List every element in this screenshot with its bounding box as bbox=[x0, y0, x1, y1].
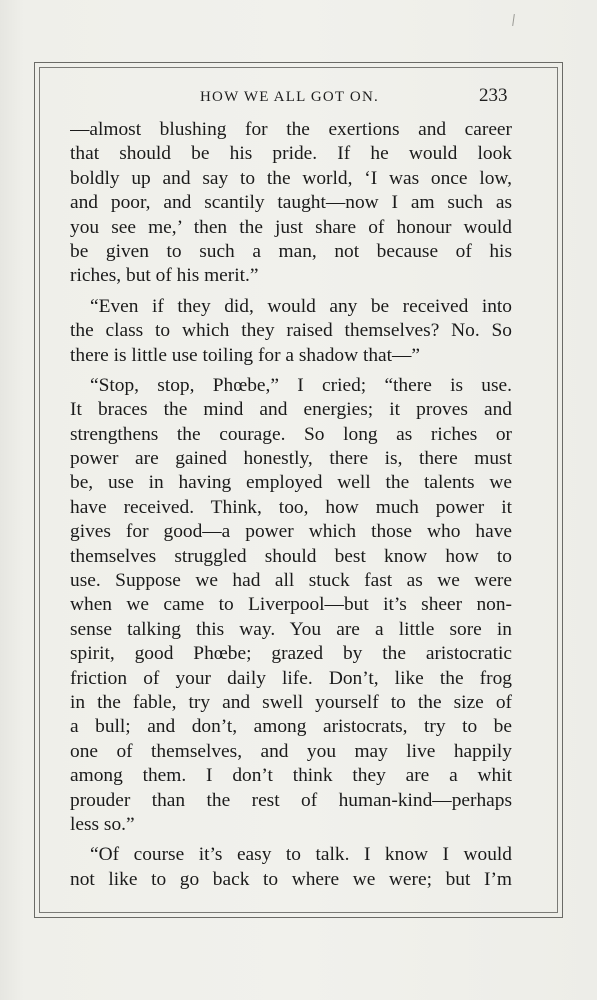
body-text bbox=[70, 118, 512, 892]
text-line: a bull; and don’t, among aristocrats, try to be bbox=[70, 716, 512, 738]
text-line: you see me,’ then the just share of honour would bbox=[70, 216, 512, 238]
text-line: be, use in having employed well the talents we bbox=[70, 472, 512, 494]
text-line: “Stop, stop, Phœbe,” I cried; “there is use. bbox=[90, 374, 512, 396]
text-line: boldly up and say to the world, ‘I was once low, bbox=[70, 167, 512, 189]
text-line: and poor, and scantily taught—now I am such as bbox=[70, 192, 512, 214]
text-line: one of themselves, and you may live happily bbox=[70, 740, 512, 762]
text-line: there is little use toiling for a shadow that—” bbox=[70, 344, 421, 366]
page-number: 233 bbox=[479, 85, 508, 106]
margin-mark bbox=[512, 14, 515, 26]
text-line: “Even if they did, would any be received into bbox=[90, 295, 512, 317]
text-line: in the fable, try and swell yourself to the size of bbox=[70, 691, 512, 713]
text-line: spirit, good Phœbe; grazed by the aristocratic bbox=[70, 643, 512, 665]
text-line: less so.” bbox=[70, 813, 135, 835]
text-line: prouder than the rest of human-kind—perhaps bbox=[70, 789, 512, 811]
text-line: the class to which they raised themselves? No. So bbox=[70, 320, 512, 342]
text-line: sense talking this way. You are a little sore in bbox=[70, 618, 512, 640]
text-line: gives for good—a power which those who have bbox=[70, 521, 512, 543]
text-line: when we came to Liverpool—but it’s sheer non- bbox=[70, 594, 512, 616]
text-line: be given to such a man, not because of his bbox=[70, 240, 512, 262]
text-line: strengthens the courage. So long as riches or bbox=[70, 423, 512, 445]
text-line: riches, but of his merit.” bbox=[70, 265, 259, 287]
running-head: HOW WE ALL GOT ON. bbox=[200, 89, 379, 105]
text-line: that should be his pride. If he would look bbox=[70, 143, 512, 165]
text-line: It braces the mind and energies; it proves and bbox=[70, 399, 512, 421]
text-line: power are gained honestly, there is, there must bbox=[70, 448, 512, 470]
text-line: “Of course it’s easy to talk. I know I would bbox=[90, 844, 512, 866]
text-line: use. Suppose we had all stuck fast as we were bbox=[70, 570, 512, 592]
text-line: among them. I don’t think they are a whit bbox=[70, 765, 512, 787]
text-line: not like to go back to where we were; but I’m bbox=[70, 868, 512, 890]
text-line: —almost blushing for the exertions and career bbox=[70, 119, 512, 140]
text-line: friction of your daily life. Don’t, like the frog bbox=[70, 667, 512, 689]
text-line: have received. Think, too, how much power it bbox=[70, 496, 512, 518]
text-line: themselves struggled should best know how to bbox=[70, 545, 512, 567]
